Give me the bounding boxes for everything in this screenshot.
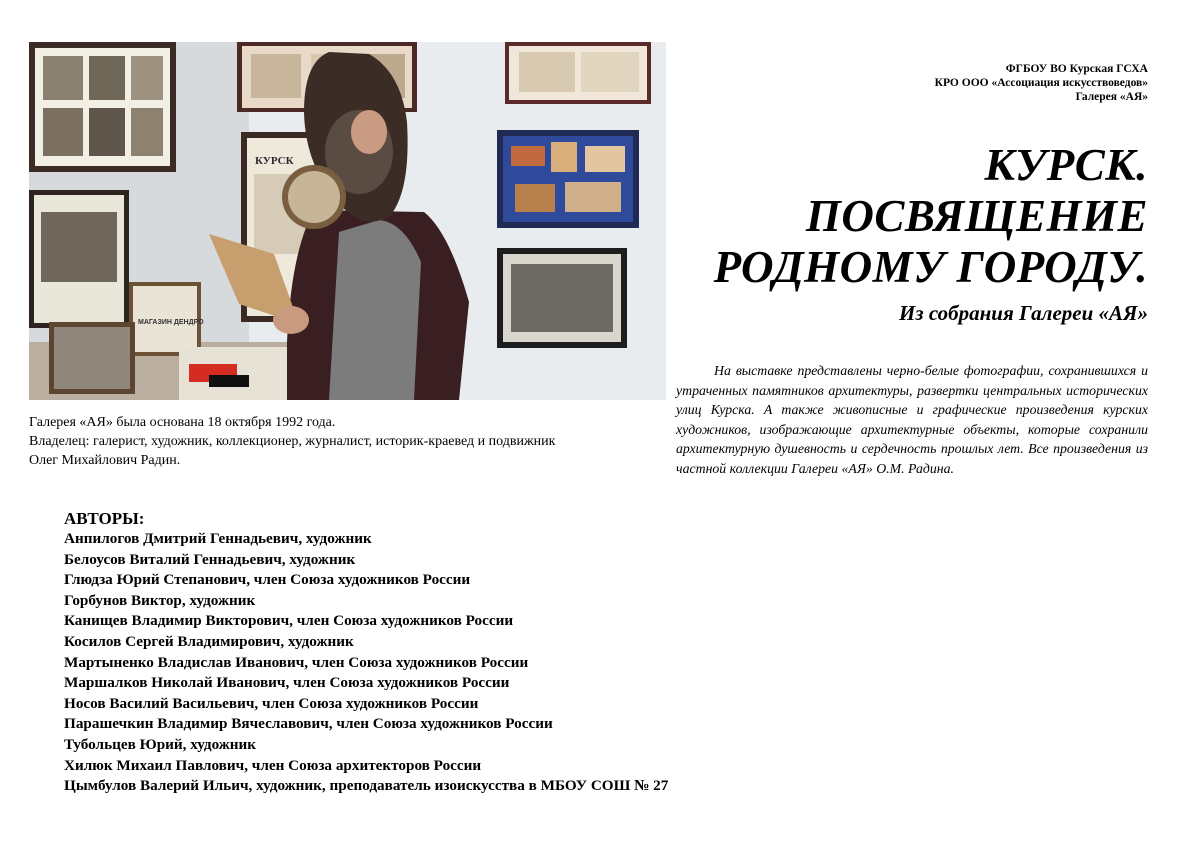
gallery-photo xyxy=(29,42,666,400)
exhibition-title xyxy=(714,140,1148,293)
title-line-2: ПОСВЯЩЕНИЕ xyxy=(805,191,1148,241)
author-item: Маршалков Николай Иванович, член Союза художников России xyxy=(64,674,510,692)
author-item: Анпилогов Дмитрий Геннадьевич, художник xyxy=(64,530,372,547)
kursk-sign: КУРСК xyxy=(255,155,294,167)
caption-founded: Галерея «АЯ» была основана 18 октября 1992 года. xyxy=(29,415,336,430)
organizations-block xyxy=(935,62,1148,104)
author-item: Белоусов Виталий Геннадьевич, художник xyxy=(64,550,356,568)
title-line-1: КУРСК. xyxy=(984,140,1148,190)
author-item: Цымбулов Валерий Ильич, художник, преподаватель изоискусства в МБОУ СОШ № 27 xyxy=(64,777,669,795)
authors-heading: АВТОРЫ: xyxy=(64,509,145,528)
shelf-sign: МАГАЗИН ДЕНДРО xyxy=(138,319,204,326)
org-academy: ФГБОУ ВО Курская ГСХА xyxy=(1005,63,1148,75)
author-item: Мартыненко Владислав Иванович, член Союза художников России xyxy=(64,653,529,671)
author-item: Хилюк Михаил Павлович, член Союза архитекторов России xyxy=(64,756,482,774)
authors-list xyxy=(64,508,668,797)
caption-owner-name: Олег Михайлович Радин. xyxy=(29,453,181,468)
title-line-3: РОДНОМУ ГОРОДУ. xyxy=(713,242,1148,292)
author-item: Носов Василий Васильевич, член Союза художников России xyxy=(64,694,479,712)
org-association: КРО ООО «Ассоциация искусствоведов» xyxy=(934,77,1148,89)
author-item: Горбунов Виктор, художник xyxy=(64,591,256,609)
photo-caption xyxy=(29,413,669,470)
exhibition-description: На выставке представлены черно-белые фотографии, сохранившихся и утраченных памятников архитектуры, развертки центральных исторических улиц Курска. А также живописные и графические произведения курских художников, изображающие архитектурные объекты, которые сохранили архитектурную душевность и сердечность прошлых лет. Все произведения из частной коллекции Галереи «АЯ» О.М. Радина. xyxy=(676,363,1148,476)
author-item: Глюдза Юрий Степанович, член Союза художников России xyxy=(64,571,471,589)
exhibition-subtitle: Из собрания Галереи «АЯ» xyxy=(899,301,1148,325)
author-item: Тубольцев Юрий, художник xyxy=(64,735,257,753)
author-item: Косилов Сергей Владимирович, художник xyxy=(64,632,354,650)
org-gallery: Галерея «АЯ» xyxy=(1075,91,1148,103)
author-item: Канищев Владимир Викторович, член Союза художников России xyxy=(64,612,514,630)
author-item: Парашечкин Владимир Вячеславович, член Союза художников России xyxy=(64,715,553,733)
caption-owner: Владелец: галерист, художник, коллекционер, журналист, историк-краевед и подвижник xyxy=(29,434,556,449)
